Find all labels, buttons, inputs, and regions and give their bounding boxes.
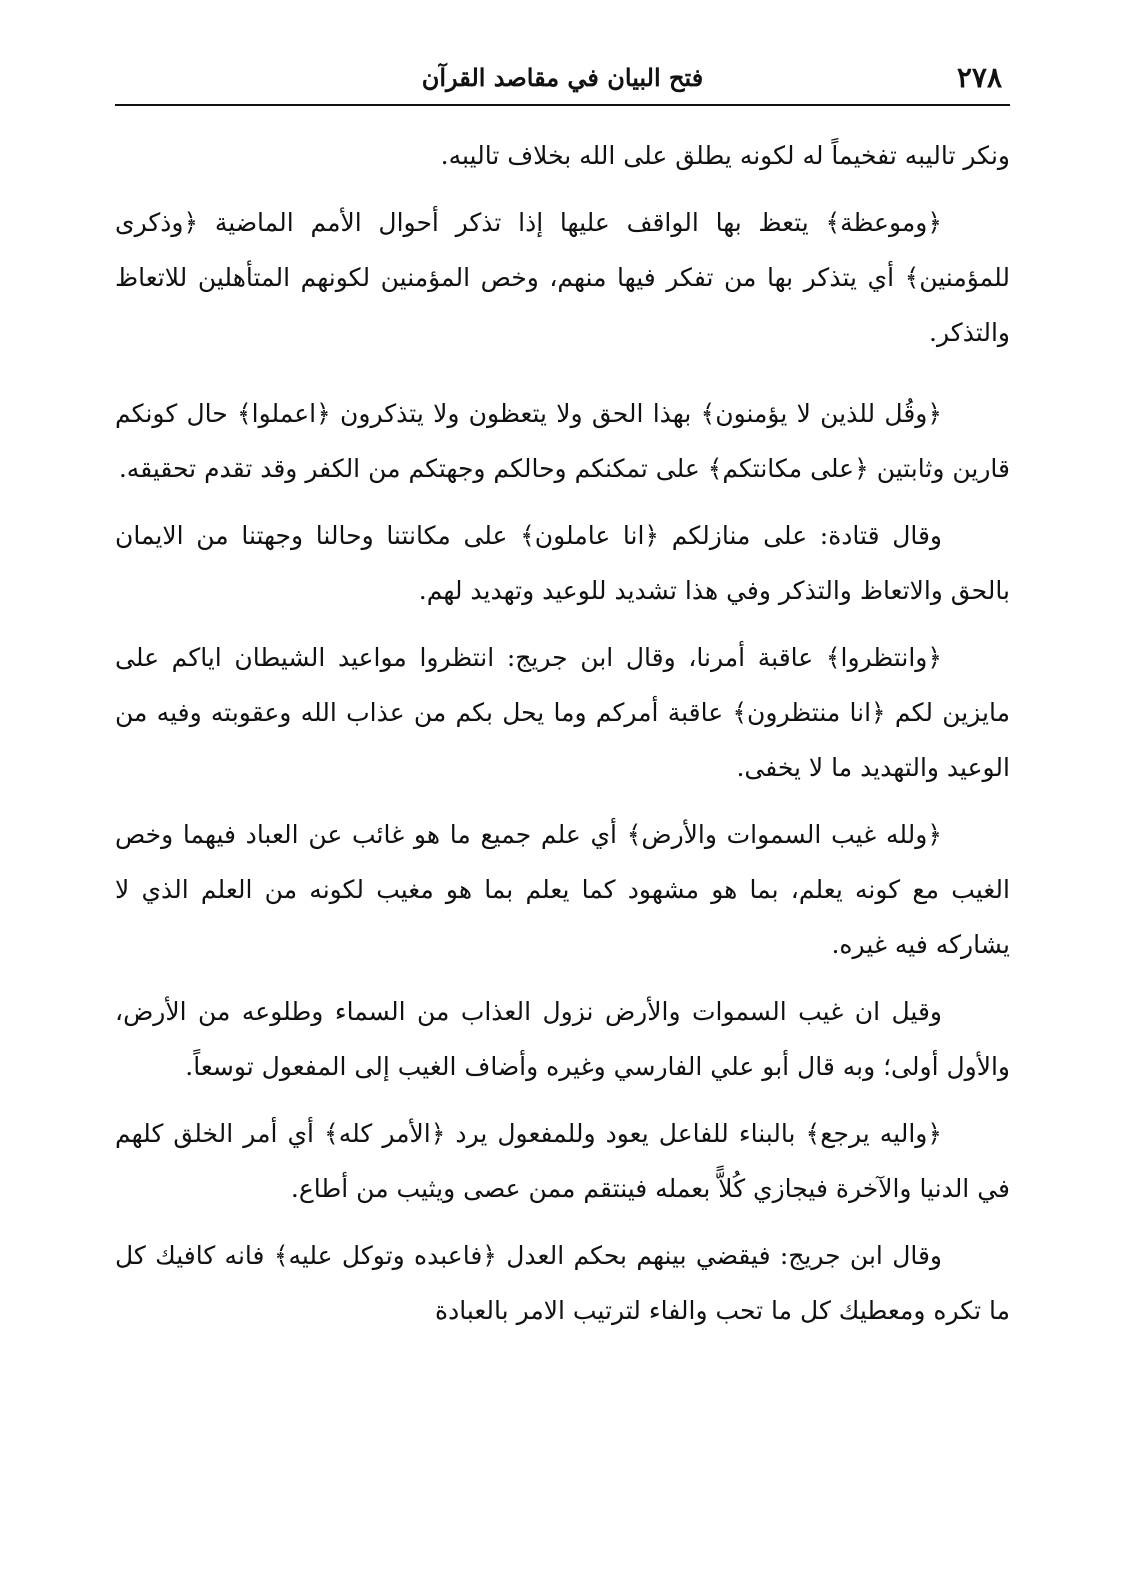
paragraph: وقال قتادة: على منازلكم ﴿انا عاملون﴾ على مكانتنا وحالنا وجهتنا من الايمان بالحق والاتعاظ والتذكر وفي هذا تشديد للوعيد وتهديد لهم. <box>115 521 1010 605</box>
paragraph: ﴿وانتظروا﴾ عاقبة أمرنا، وقال ابن جريج: انتظروا مواعيد الشيطان اياكم على مايزين لكم ﴿انا منتظرون﴾ عاقبة أمركم وما يحل بكم من عذاب الله وعقوبته وفيه من الوعيد والتهديد ما لا يخفى. <box>115 643 1010 782</box>
paragraph: ﴿وقُل للذين لا يؤمنون﴾ بهذا الحق ولا يتعظون ولا يتذكرون ﴿اعملوا﴾ حال كونكم قارين وثابتين ﴿على مكانتكم﴾ على تمكنكم وحالكم وجهتكم من الكفر وقد تقدم تحقيقه. <box>115 399 1010 483</box>
page-header <box>115 58 1010 102</box>
paragraph: ﴿ولله غيب السموات والأرض﴾ أي علم جميع ما هو غائب عن العباد فيهما وخص الغيب مع كونه يعلم، بما هو مشهود كما يعلم بما هو مغيب لكونه من العلم الذي لا يشاركه فيه غيره. <box>115 820 1010 959</box>
running-title: فتح البيان في مقاصد القرآن <box>421 63 704 92</box>
paragraph: وقال ابن جريج: فيقضي بينهم بحكم العدل ﴿فاعبده وتوكل عليه﴾ فانه كافيك كل ما تكره ومعطيك كل ما تحب والفاء لترتيب الامر بالعبادة <box>115 1241 1010 1325</box>
header-divider <box>115 104 1010 106</box>
body-text <box>115 128 1010 1350</box>
paragraph: ﴿واليه يرجع﴾ بالبناء للفاعل يعود وللمفعول يرد ﴿الأمر كله﴾ أي أمر الخلق كلهم في الدنيا والآخرة فيجازي كُلاًّ بعمله فينتقم ممن عصى ويثيب من أطاع. <box>115 1119 1010 1203</box>
page-number: ٢٧٨ <box>956 61 1002 94</box>
paragraph: وقيل ان غيب السموات والأرض نزول العذاب من السماء وطلوعه من الأرض، والأول أولى؛ وبه قال أبو علي الفارسي وغيره وأضاف الغيب إلى المفعول توسعاً. <box>115 997 1010 1081</box>
paragraph: ونكر تاليبه تفخيماً له لكونه يطلق على الله بخلاف تاليبه. <box>440 141 1010 170</box>
paragraph: ﴿وموعظة﴾ يتعظ بها الواقف عليها إذا تذكر أحوال الأمم الماضية ﴿وذكرى للمؤمنين﴾ أي يتذكر بها من تفكر فيها منهم، وخص المؤمنين لكونهم المتأهلين للاتعاظ والتذكر. <box>115 208 1010 347</box>
